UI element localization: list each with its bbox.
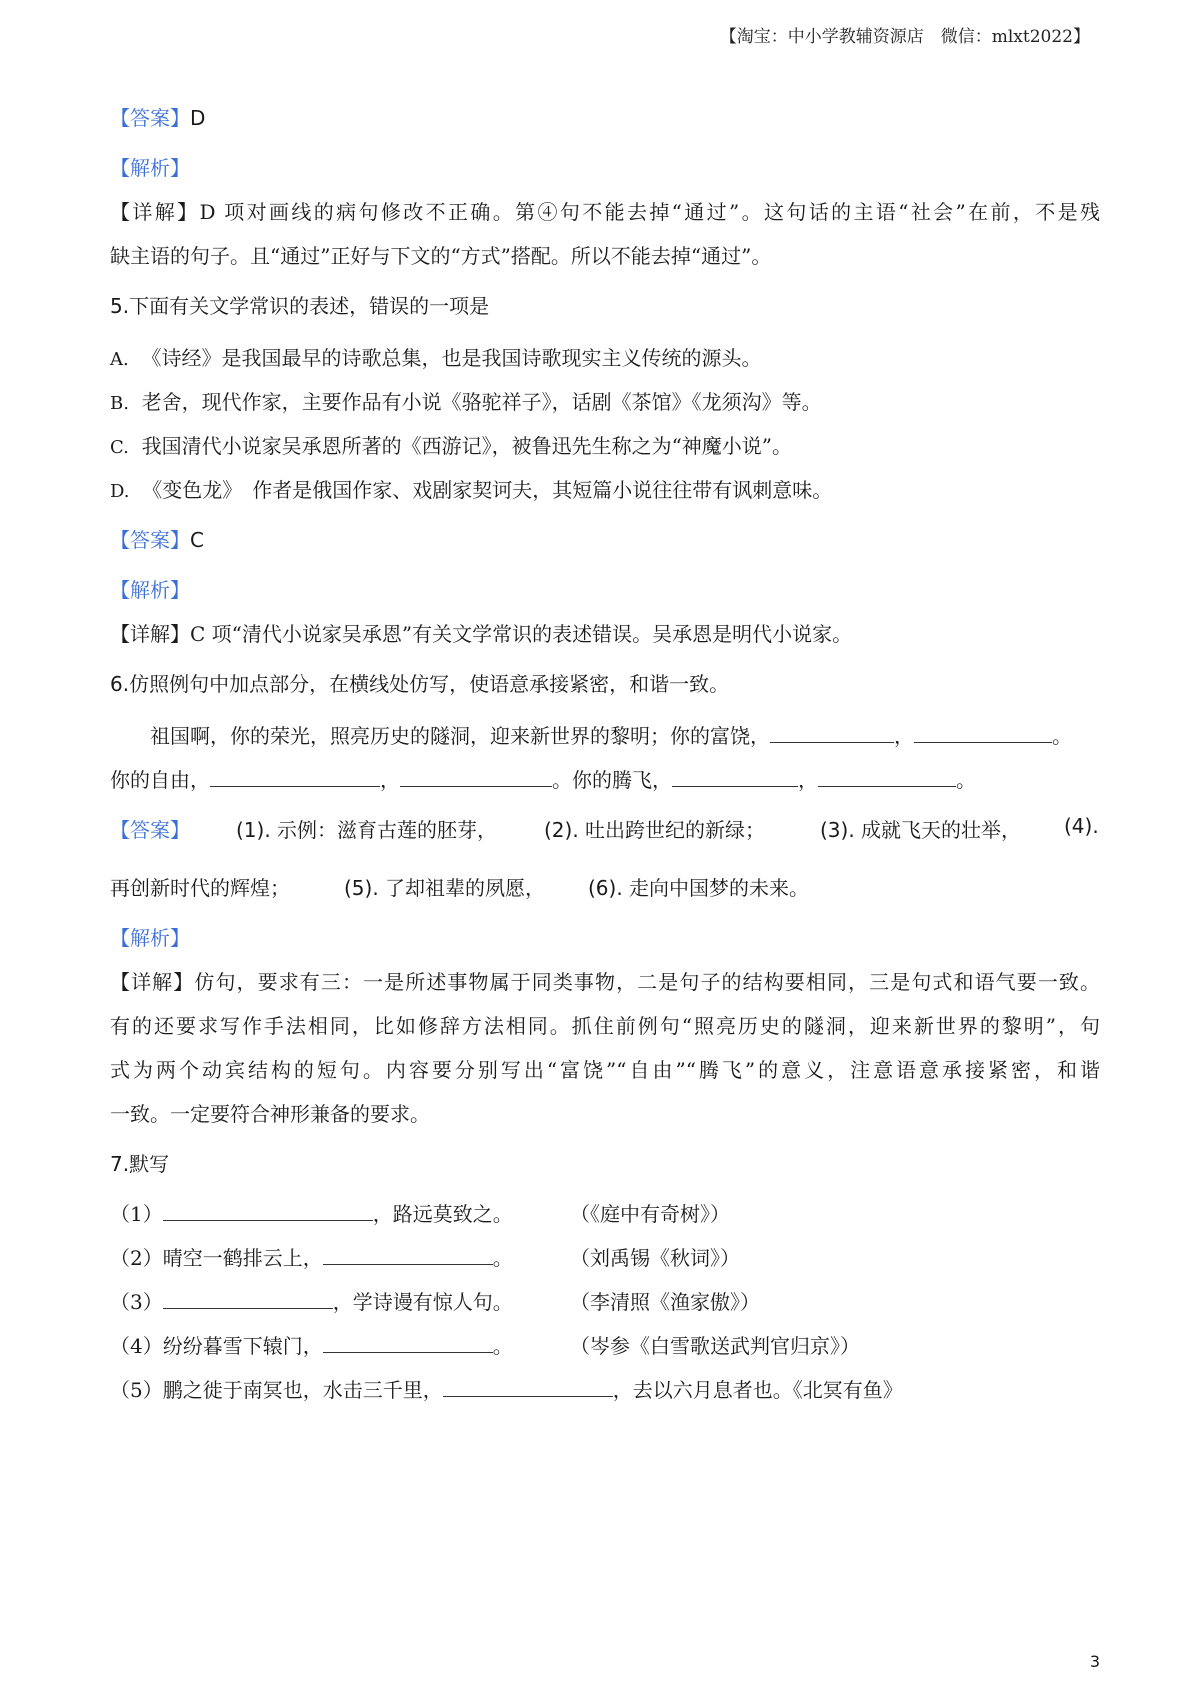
q5-option-c: C. 我国清代小说家吴承恩所著的《西游记》，被鲁迅先生称之为“神魔小说”。 <box>110 434 793 458</box>
blank-5[interactable] <box>672 768 798 787</box>
blank-6[interactable] <box>818 768 956 787</box>
q6-detail-line4: 一致。一定要符合神形兼备的要求。 <box>110 1102 430 1126</box>
q4-detail-line2: 缺主语的句子。且“通过”正好与下文的“方式”搭配。所以不能去掉“通过”。 <box>110 244 772 268</box>
q6-analysis-tag: 【解析】 <box>110 926 190 950</box>
page-header: 【淘宝：中小学教辅资源店 微信：mlxt2022】 <box>719 27 1090 47</box>
q7-blank-4[interactable] <box>323 1334 493 1353</box>
q5-option-b: B. 老舍，现代作家，主要作品有小说《骆驼祥子》，话剧《茶馆》《龙须沟》等。 <box>110 390 822 414</box>
q6-passage-line2: 你的自由， ， 。你的腾飞， ， 。 <box>110 768 976 792</box>
q6-passage-line1: 祖国啊，你的荣光，照亮历史的隧洞，迎来新世界的黎明；你的富饶， ， 。 <box>150 724 1072 748</box>
q7-blank-2[interactable] <box>323 1246 493 1265</box>
q6-answer-4-num: (4). <box>1064 814 1099 838</box>
page-number: 3 <box>1089 1652 1100 1671</box>
q6-question: 6.仿照例句中加点部分，在横线处仿写，使语意承接紧密，和谐一致。 <box>110 672 730 696</box>
q7-item-2: （2）晴空一鹤排云上， 。 （刘禹锡《秋词》） <box>110 1246 740 1270</box>
blank-2[interactable] <box>914 724 1052 743</box>
q5-option-d: D. 《变色龙》 作者是俄国作家、戏剧家契诃夫，其短篇小说往往带有讽刺意味。 <box>110 478 833 502</box>
q5-detail: 【详解】C 项“清代小说家吴承恩”有关文学常识的表述错误。吴承恩是明代小说家。 <box>110 622 853 646</box>
q5-answer: 【答案】C <box>110 528 204 552</box>
blank-1[interactable] <box>770 724 894 743</box>
q7-blank-1[interactable] <box>163 1202 373 1221</box>
q7-item-3: （3） ，学诗谩有惊人句。 （李清照《渔家傲》） <box>110 1290 760 1314</box>
q6-answer-5: (5). 了却祖辈的夙愿， <box>344 876 546 900</box>
q5-option-a: A. 《诗经》是我国最早的诗歌总集，也是我国诗歌现实主义传统的源头。 <box>110 346 762 370</box>
q4-detail-line1: 【详解】D 项对画线的病句修改不正确。第④句不能去掉“通过”。这句话的主语“社会”在前，不是残 <box>110 200 1101 224</box>
q5-analysis-tag: 【解析】 <box>110 578 190 602</box>
q4-analysis-tag: 【解析】 <box>110 156 190 180</box>
q7-item-1: （1） ，路远莫致之。 （《庭中有奇树》） <box>110 1202 730 1226</box>
q6-answer-6: (6). 走向中国梦的未来。 <box>588 876 810 900</box>
q6-answer-4-text: 再创新时代的辉煌； <box>110 876 290 900</box>
q7-item-5: （5）鹏之徙于南冥也，水击三千里， ，去以六月息者也。《北冥有鱼》 <box>110 1378 903 1402</box>
q4-answer <box>110 102 205 131</box>
blank-4[interactable] <box>400 768 552 787</box>
q6-detail-line3: 式为两个动宾结构的短句。内容要分别写出“富饶”“自由”“腾飞”的意义，注意语意承接紧密，和谐 <box>110 1058 1100 1082</box>
q6-answer-3: (3). 成就飞天的壮举， <box>820 818 1022 842</box>
q6-detail-line1: 【详解】仿句，要求有三：一是所述事物属于同类事物，二是句子的结构要相同，三是句式和语气要一致。 <box>110 970 1101 994</box>
q7-blank-5[interactable] <box>443 1378 613 1397</box>
blank-3[interactable] <box>210 768 380 787</box>
q7-question: 7.默写 <box>110 1152 170 1176</box>
q6-answer-line1: 【答案】 <box>110 818 190 842</box>
q5-question: 5.下面有关文学常识的表述，错误的一项是 <box>110 294 490 318</box>
q6-detail-line2: 有的还要求写作手法相同，比如修辞方法相同。抓住前例句“照亮历史的隧洞，迎来新世界的黎明”，句 <box>110 1014 1100 1038</box>
q6-answer-2: (2). 吐出跨世纪的新绿； <box>544 818 766 842</box>
q7-item-4: （4）纷纷暮雪下辕门， 。 （岑参《白雪歌送武判官归京》） <box>110 1334 860 1358</box>
q7-blank-3[interactable] <box>163 1290 333 1309</box>
answer-tag: 【答案】 <box>110 106 190 130</box>
q4-answer-value: D <box>190 106 206 130</box>
q6-answer-1: (1). 示例：滋育古莲的胚芽， <box>236 818 498 842</box>
